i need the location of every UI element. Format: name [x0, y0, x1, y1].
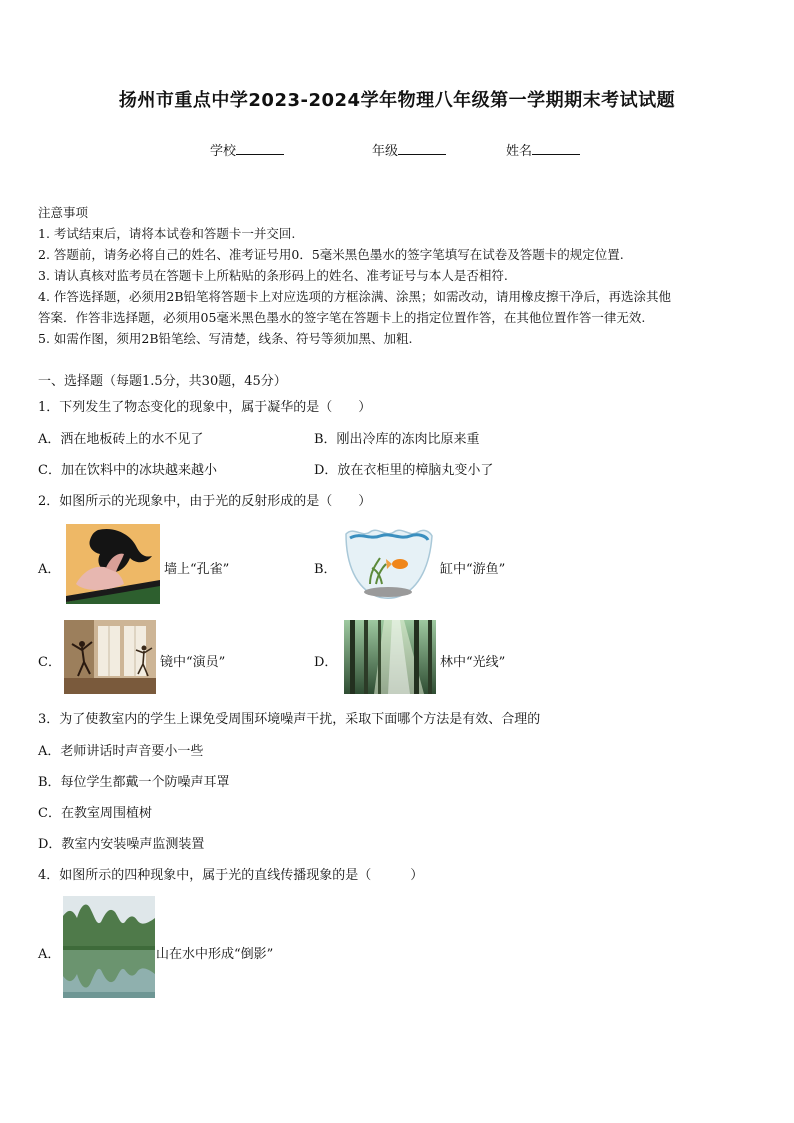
notice-item-2: 2. 答题前，请务必将自己的姓名、准考证号用0．5毫米黑色墨水的签字笔填写在试卷及答题卡的规定位置.	[38, 247, 624, 262]
question-4-stem: 4．如图所示的四种现象中，属于光的直线传播现象的是（ ）	[38, 868, 424, 883]
school-label: 学校	[210, 144, 237, 159]
dancer-mirror-image	[64, 620, 156, 694]
grade-blank	[398, 142, 446, 155]
question-4-option-a-text: 山在水中形成“倒影”	[156, 947, 274, 962]
name-label: 姓名	[506, 144, 533, 159]
grade-label: 年级	[372, 144, 399, 159]
question-2-option-a-text: 墙上“孔雀”	[164, 562, 230, 577]
school-blank	[236, 142, 284, 155]
name-blank	[532, 142, 580, 155]
question-1-option-a: A．洒在地板砖上的水不见了	[38, 432, 204, 447]
grade-field	[372, 140, 446, 159]
notice-item-1: 1. 考试结束后，请将本试卷和答题卡一并交回.	[38, 226, 296, 241]
question-3-option-a: A．老师讲话时声音要小一些	[38, 744, 204, 759]
question-2-option-b-letter: B．	[314, 562, 337, 577]
question-1-option-d: D．放在衣柜里的樟脑丸变小了	[314, 463, 494, 478]
school-field	[210, 140, 284, 159]
question-3-option-c: C．在教室周围植树	[38, 806, 152, 821]
question-3-stem: 3．为了使教室内的学生上课免受周围环境噪声干扰，采取下面哪个方法是有效、合理的	[38, 712, 541, 727]
notice-item-4-cont: 答案．作答非选择题，必须用05毫米黑色墨水的签字笔在答题卡上的指定位置作答，在其他位置作答一律无效.	[38, 310, 646, 325]
name-field	[506, 140, 580, 159]
forest-light-image	[344, 620, 436, 694]
question-2-stem: 2．如图所示的光现象中，由于光的反射形成的是（ ）	[38, 494, 372, 509]
mountain-reflection-image	[63, 896, 155, 998]
notice-heading: 注意事项	[38, 205, 89, 220]
question-2-option-c-letter: C．	[38, 655, 61, 670]
question-2-option-b-text: 缸中“游鱼”	[440, 562, 506, 577]
section-heading: 一、选择题（每题1.5分，共30题，45分）	[38, 374, 287, 389]
question-1-option-b: B．刚出冷库的冻肉比原来重	[314, 432, 480, 447]
question-3-option-d: D．教室内安装噪声监测装置	[38, 837, 205, 852]
notice-item-4: 4. 作答选择题，必须用2B铅笔将答题卡上对应选项的方框涂满、涂黑；如需改动，请用橡皮擦干净后，再选涂其他	[38, 289, 672, 304]
question-2-option-d-letter: D．	[314, 655, 338, 670]
notice-item-5: 5. 如需作图，须用2B铅笔绘、写清楚，线条、符号等须加黑、加粗.	[38, 331, 413, 346]
question-1-option-c: C．加在饮料中的冰块越来越小	[38, 463, 217, 478]
question-2-option-a-letter: A．	[38, 562, 61, 577]
question-4-option-a-letter: A．	[38, 947, 61, 962]
fishbowl-image	[340, 524, 436, 604]
question-3-option-b: B．每位学生都戴一个防噪声耳罩	[38, 775, 230, 790]
question-2-option-d-text: 林中“光线”	[440, 655, 506, 670]
peacock-shadow-image	[66, 524, 160, 604]
exam-title: 扬州市重点中学2023-2024学年物理八年级第一学期期末考试试题	[118, 90, 676, 111]
question-2-option-c-text: 镜中“演员”	[160, 655, 226, 670]
notice-item-3: 3. 请认真核对监考员在答题卡上所粘贴的条形码上的姓名、准考证号与本人是否相符.	[38, 268, 508, 283]
question-1-stem: 1．下列发生了物态变化的现象中，属于凝华的是（ ）	[38, 400, 372, 415]
